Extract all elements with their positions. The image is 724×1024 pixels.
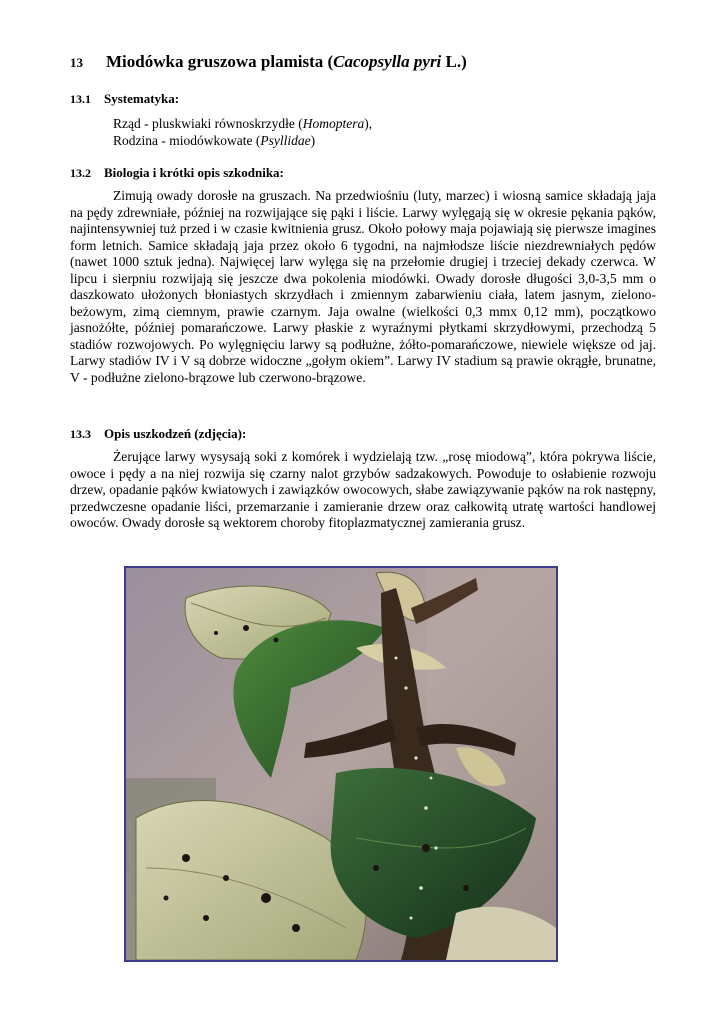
order-latin: Homoptera [302, 116, 365, 131]
chapter-title-latin: Cacopsylla pyri [333, 52, 442, 71]
section-heading-damage [70, 426, 246, 442]
section-number: 13.1 [70, 92, 91, 106]
family-label: Rodzina - miodówkowate ( [113, 133, 261, 148]
section-number: 13.2 [70, 166, 91, 180]
biology-paragraph: Zimują owady dorosłe na gruszach. Na przedwiośniu (luty, marzec) i wiosną samice składają jaja na pędy zdrewniałe, później na rozwijające się pąki i liście. Larwy wylęgają się w okresie pękania pąków, najintensywniej tuż przed i w czasie kwitnienia grusz. Około połowy maja pojawiają się pierwsze imagines form letnich. Samice składają jaja przez około 6 tygodni, na najmłodsze liście niezdrewniałych pędów (nawet 1000 sztuk jedna). Najwięcej larw wylęga się na przełomie drugiej i trzeciej dekady czerwca. W lipcu i sierpniu rozwijają się jeszcze dwa pokolenia miodówki. Owady dorosłe długości 3,0-3,5 mm o daszkowato ułożonych błoniastych skrzydłach i zmiennym zabarwieniu ciała, latem jasnym, zielono-beżowym, zimą ciemnym, prawie czarnym. Jaja owalne (wielkości 0,3 mmx 0,12 mm), początkowo jasnożółte, później pomarańczowe. Larwy płaskie z wyraźnymi płytkami skrzydłowymi, przechodzą 5 stadiów rozwojowych. Po wylęgnięciu larwy są podłużne, żółto-pomarańczowe, niewiele większe od jaj. Larwy stadiów IV i V są dobrze widoczne „gołym okiem”. Larwy IV stadium są prawie okrągłe, brunatne, V - podłużne zielono-brązowe lub czerwono-brązowe. [70, 188, 656, 385]
photo-illustration [126, 568, 556, 960]
section-title: Systematyka: [104, 91, 180, 106]
section-heading-biology [70, 165, 284, 181]
systematics-family [113, 132, 372, 149]
systematics-order [113, 115, 372, 132]
damage-paragraph: Żerujące larwy wysysają soki z komórek i wydzielają tzw. „rosę miodową”, która pokrywa liście, owoce i pędy a na niej rozwija się czarny nalot grzybów sadzakowych. Powoduje to osłabienie rozwoju drzew, opadanie pąków kwiatowych i zawiązków owocowych, słabe zawiązywanie pąków na rok następny, przedwczesne opadanie liści, przemarzanie i zamieranie drzew oraz całkowitą utratę wartości handlowej owoców. Owady dorosłe są wektorem choroby fitoplazmatycznej zamierania grusz. [70, 449, 656, 530]
order-suffix: ), [364, 116, 373, 131]
section-title: Biologia i krótki opis szkodnika: [104, 165, 284, 180]
section-title: Opis uszkodzeń (zdjęcia): [104, 426, 247, 441]
chapter-number: 13 [70, 55, 83, 70]
chapter-heading [70, 52, 467, 72]
chapter-title-post: L.) [441, 52, 467, 71]
pear-shoot-photo [124, 566, 558, 962]
order-label: Rząd - pluskwiaki równoskrzydłe ( [113, 116, 303, 131]
section-number: 13.3 [70, 427, 91, 441]
chapter-title-pre: Miodówka gruszowa plamista ( [106, 52, 334, 71]
systematics-block [113, 115, 372, 149]
section-heading-systematics [70, 91, 179, 107]
family-latin: Psyllidae [260, 133, 311, 148]
family-suffix: ) [310, 133, 316, 148]
